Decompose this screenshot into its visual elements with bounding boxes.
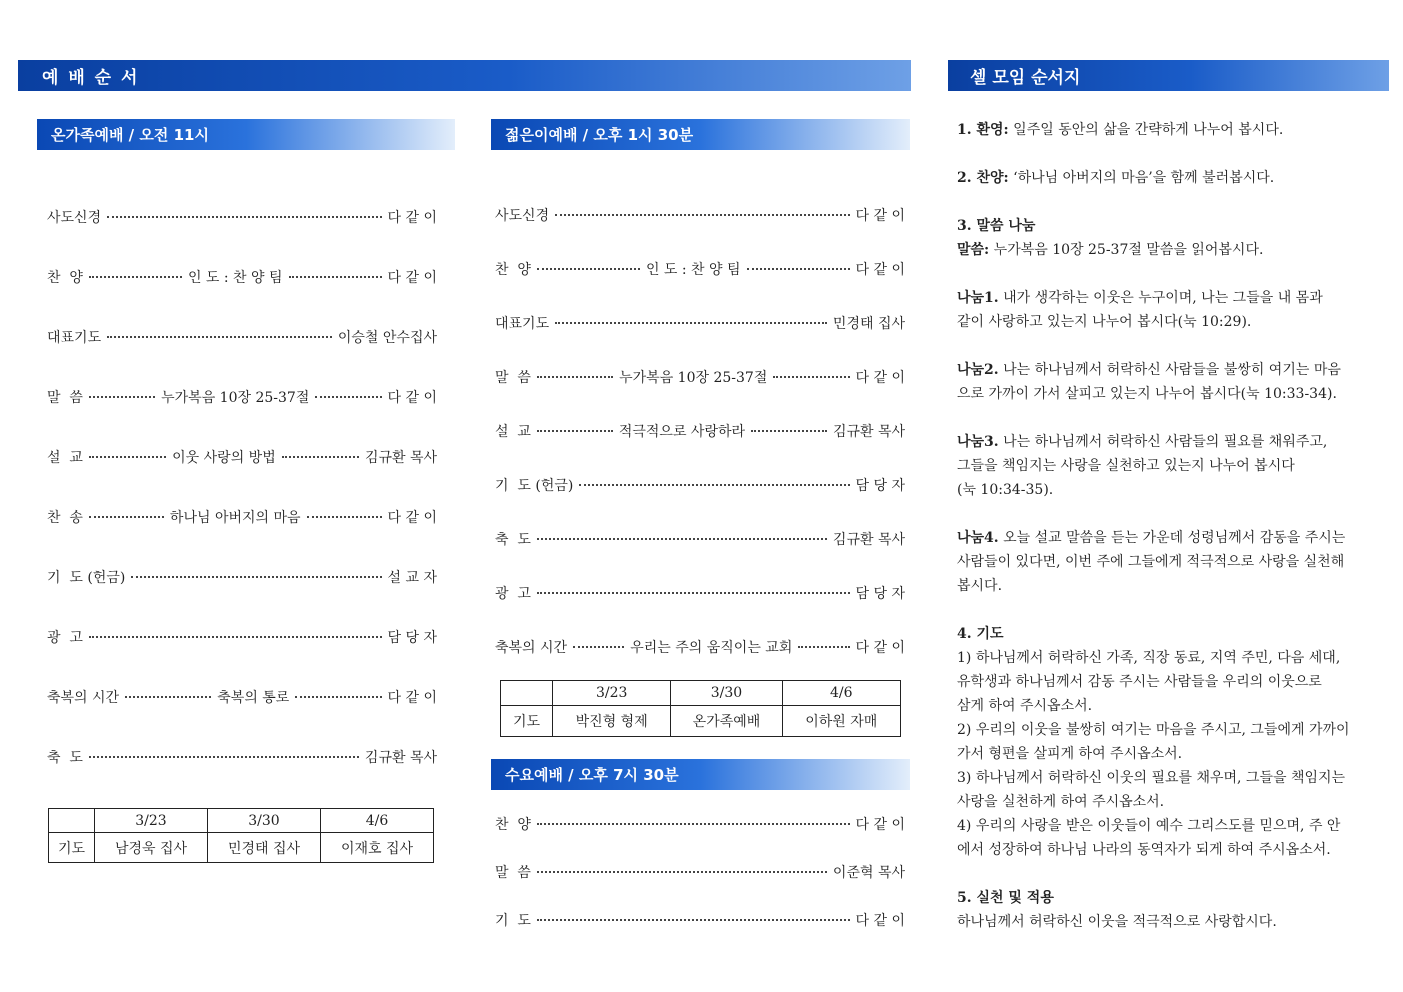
order-item-leader: 다 같 이 xyxy=(387,210,437,226)
prayer-item: 3) 하나님께서 허락하신 이웃의 필요를 채우며, 그들을 책임지는 xyxy=(957,770,1346,786)
leader-dots xyxy=(555,214,849,216)
cell-order-title: 셀 모임 순서지 xyxy=(970,68,1081,88)
order-item-label: 말 씀 xyxy=(495,865,531,881)
order-item-label: 말 씀 xyxy=(495,370,531,386)
roster-row-label: 기도 xyxy=(501,706,553,737)
order-item xyxy=(47,267,437,287)
order-item xyxy=(495,367,905,387)
leader-dots xyxy=(537,538,827,540)
order-item-leader: 민경태 집사 xyxy=(832,316,905,332)
leader-dots xyxy=(295,696,381,698)
sharing-3-cont: (눅 10:34-35). xyxy=(957,482,1054,498)
order-item-leader: 담 당 자 xyxy=(387,630,437,646)
order-item-leader: 김규환 목사 xyxy=(832,424,906,440)
leader-dots xyxy=(579,484,849,486)
order-item-leader: 다 같 이 xyxy=(855,913,905,929)
prayer-item-cont: 삼게 하여 주시옵소서. xyxy=(957,698,1093,714)
order-item-detail: 하나님 아버지의 마음 xyxy=(169,510,301,526)
order-item-leader: 다 같 이 xyxy=(387,270,437,286)
order-item xyxy=(495,421,905,441)
prayer-item-cont: 에서 성장하여 하나님 나라의 동역자가 되게 하여 주시옵소서. xyxy=(957,842,1331,858)
leader-dots xyxy=(537,376,613,378)
leader-dots xyxy=(289,276,382,278)
leader-dots xyxy=(751,430,827,432)
order-item-label: 대표기도 xyxy=(47,330,102,346)
order-item-detail: 인 도 : 찬 양 팀 xyxy=(187,270,283,286)
order-item-label: 설 교 xyxy=(495,424,531,440)
family-prayer-roster xyxy=(48,808,434,863)
worship-order-header xyxy=(18,60,911,91)
order-item-detail: 이웃 사랑의 방법 xyxy=(172,450,276,466)
leader-dots xyxy=(773,376,849,378)
leader-dots xyxy=(89,636,382,638)
order-item-detail: 인 도 : 찬 양 팀 xyxy=(645,262,741,278)
practice-heading: 5. 실천 및 적용 xyxy=(957,890,1054,906)
leader-dots xyxy=(537,268,640,270)
order-item xyxy=(47,507,437,527)
prayer-item-cont: 유학생과 하나님께서 감동 주시는 사람들을 우리의 이웃으로 xyxy=(957,674,1322,690)
order-item xyxy=(495,637,905,657)
sharing-2: 나눔2. 나는 하나님께서 허락하신 사람들을 불쌍히 여기는 마음 xyxy=(957,362,1341,378)
order-item-leader: 이준혁 목사 xyxy=(832,865,905,881)
order-item-label: 축복의 시간 xyxy=(495,640,568,656)
prayer-item-cont: 사랑을 실천하게 하여 주시옵소서. xyxy=(957,794,1165,810)
leader-dots xyxy=(89,516,164,518)
order-item-leader: 다 같 이 xyxy=(855,370,905,386)
sharing-1: 나눔1. 내가 생각하는 이웃은 누구이며, 나는 그들을 내 몸과 xyxy=(957,290,1323,306)
order-item-leader: 다 같 이 xyxy=(855,262,905,278)
roster-name: 이하원 자매 xyxy=(782,706,900,737)
order-item-leader: 설 교 자 xyxy=(387,570,437,586)
leader-dots xyxy=(747,268,850,270)
roster-date: 3/23 xyxy=(95,809,208,833)
order-item xyxy=(47,567,437,587)
prayer-heading: 4. 기도 xyxy=(957,626,1004,642)
leader-dots xyxy=(537,430,613,432)
order-item-label: 찬 양 xyxy=(495,262,531,278)
roster-corner xyxy=(501,681,553,706)
leader-dots xyxy=(107,216,381,218)
order-item-leader: 김규환 목사 xyxy=(364,450,438,466)
sharing-4-cont: 봅시다. xyxy=(957,578,1003,594)
leader-dots xyxy=(307,516,382,518)
order-item-leader: 이승철 안수집사 xyxy=(337,330,437,346)
order-item xyxy=(495,814,905,834)
order-item-label: 설 교 xyxy=(47,450,83,466)
roster-name: 남경욱 집사 xyxy=(95,833,208,863)
order-item xyxy=(495,910,905,930)
order-item-label: 찬 양 xyxy=(47,270,83,286)
youth-prayer-roster xyxy=(500,680,901,737)
order-item-leader: 김규환 목사 xyxy=(832,532,905,548)
order-item-label: 사도신경 xyxy=(495,208,550,224)
cell-word-reading: 말씀: 누가복음 10장 25-37절 말씀을 읽어봅시다. xyxy=(957,242,1264,258)
order-item-label: 찬 양 xyxy=(495,817,531,833)
order-item-leader: 다 같 이 xyxy=(855,640,905,656)
order-item xyxy=(495,529,905,549)
order-item xyxy=(495,205,905,225)
order-item xyxy=(495,583,905,603)
order-item xyxy=(47,327,437,347)
youth-service-header xyxy=(491,119,910,150)
prayer-item: 2) 우리의 이웃을 불쌍히 여기는 마음을 주시고, 그들에게 가까이 xyxy=(957,722,1350,738)
wednesday-service-header xyxy=(491,759,910,790)
roster-date: 3/23 xyxy=(553,681,671,706)
leader-dots xyxy=(573,646,624,648)
roster-name: 온가족예배 xyxy=(671,706,782,737)
sharing-4: 나눔4. 오늘 설교 말씀을 듣는 가운데 성령님께서 감동을 주시는 xyxy=(957,530,1346,546)
prayer-item: 4) 우리의 사랑을 받은 이웃들이 예수 그리스도를 믿으며, 주 안 xyxy=(957,818,1341,834)
leader-dots xyxy=(131,576,381,578)
order-item xyxy=(47,627,437,647)
order-item-detail: 축복의 통로 xyxy=(217,690,290,706)
cell-guide xyxy=(957,118,1383,934)
order-item-leader: 담 당 자 xyxy=(855,586,905,602)
roster-date: 3/30 xyxy=(208,809,321,833)
order-item-leader: 김규환 목사 xyxy=(364,750,437,766)
order-item xyxy=(47,447,437,467)
order-item-leader: 다 같 이 xyxy=(855,817,905,833)
leader-dots xyxy=(107,336,332,338)
sharing-4-cont: 사람들이 있다면, 이번 주에 그들에게 적극적으로 사랑을 실천해 xyxy=(957,554,1345,570)
leader-dots xyxy=(555,322,827,324)
order-item-label: 축복의 시간 xyxy=(47,690,120,706)
order-item-label: 말 씀 xyxy=(47,390,83,406)
roster-corner xyxy=(49,809,95,833)
leader-dots xyxy=(125,696,211,698)
order-item-label: 기 도 (헌금) xyxy=(47,570,126,586)
cell-praise: 2. 찬양: ‘하나님 아버지의 마음’을 함께 불러봅시다. xyxy=(957,170,1275,186)
leader-dots xyxy=(315,396,381,398)
sharing-3: 나눔3. 나는 하나님께서 허락하신 사람들의 필요를 채워주고, xyxy=(957,434,1328,450)
order-item xyxy=(495,862,905,882)
cell-welcome: 1. 환영: 일주일 동안의 삶을 간략하게 나누어 봅시다. xyxy=(957,122,1284,138)
leader-dots xyxy=(282,456,359,458)
roster-date: 3/30 xyxy=(671,681,782,706)
order-item-leader: 다 같 이 xyxy=(855,208,905,224)
practice-text: 하나님께서 허락하신 이웃을 적극적으로 사랑합시다. xyxy=(957,914,1277,930)
leader-dots xyxy=(537,823,850,825)
family-service-title: 온가족예배 / 오전 11시 xyxy=(51,126,209,144)
order-item-leader: 다 같 이 xyxy=(387,690,438,706)
leader-dots xyxy=(89,456,166,458)
order-item-label: 축 도 xyxy=(495,532,531,548)
order-item xyxy=(495,313,905,333)
leader-dots xyxy=(89,276,182,278)
sharing-3-cont: 그들을 책임지는 사랑을 실천하고 있는지 나누어 봅시다 xyxy=(957,458,1295,474)
order-item-detail: 누가복음 10장 25-37절 xyxy=(619,370,768,386)
order-item-label: 광 고 xyxy=(47,630,83,646)
leader-dots xyxy=(798,646,849,648)
sharing-1-cont: 같이 사랑하고 있는지 나누어 봅시다(눅 10:29). xyxy=(957,314,1252,330)
roster-date: 4/6 xyxy=(782,681,900,706)
order-item-label: 광 고 xyxy=(495,586,531,602)
order-item-label: 축 도 xyxy=(47,750,83,766)
order-item-label: 사도신경 xyxy=(47,210,102,226)
roster-date: 4/6 xyxy=(321,809,434,833)
order-item xyxy=(47,687,437,707)
order-item-detail: 적극적으로 사랑하라 xyxy=(618,424,746,440)
wednesday-service-title: 수요예배 / 오후 7시 30분 xyxy=(505,766,679,784)
leader-dots xyxy=(537,919,850,921)
order-item-leader: 담 당 자 xyxy=(855,478,905,494)
order-item-label: 기 도 (헌금) xyxy=(495,478,574,494)
leader-dots xyxy=(89,756,359,758)
prayer-item: 1) 하나님께서 허락하신 가족, 직장 동료, 지역 주민, 다음 세대, xyxy=(957,650,1341,666)
leader-dots xyxy=(537,592,850,594)
order-item-label: 찬 송 xyxy=(47,510,83,526)
cell-word-heading: 3. 말씀 나눔 xyxy=(957,218,1036,234)
roster-row-label: 기도 xyxy=(49,833,95,863)
order-item-leader: 다 같 이 xyxy=(387,390,437,406)
roster-name: 박진형 형제 xyxy=(553,706,671,737)
sharing-2-cont: 으로 가까이 가서 살피고 있는지 나누어 봅시다(눅 10:33-34). xyxy=(957,386,1337,402)
prayer-item-cont: 가서 형편을 살피게 하여 주시옵소서. xyxy=(957,746,1183,762)
order-item-label: 기 도 xyxy=(495,913,531,929)
youth-service-title: 젊은이예배 / 오후 1시 30분 xyxy=(505,126,694,144)
order-item xyxy=(47,747,437,767)
leader-dots xyxy=(537,871,827,873)
order-item-label: 대표기도 xyxy=(495,316,550,332)
roster-name: 이재호 집사 xyxy=(321,833,434,863)
order-item-detail: 누가복음 10장 25-37절 xyxy=(161,390,310,406)
worship-order-title: 예 배 순 서 xyxy=(42,68,140,88)
leader-dots xyxy=(89,396,155,398)
family-service-header xyxy=(37,119,455,150)
cell-order-header xyxy=(948,60,1389,91)
roster-name: 민경태 집사 xyxy=(208,833,321,863)
order-item xyxy=(495,259,905,279)
order-item-leader: 다 같 이 xyxy=(387,510,437,526)
order-item xyxy=(495,475,905,495)
order-item xyxy=(47,387,437,407)
order-item-detail: 우리는 주의 움직이는 교회 xyxy=(630,640,793,656)
order-item xyxy=(47,207,437,227)
